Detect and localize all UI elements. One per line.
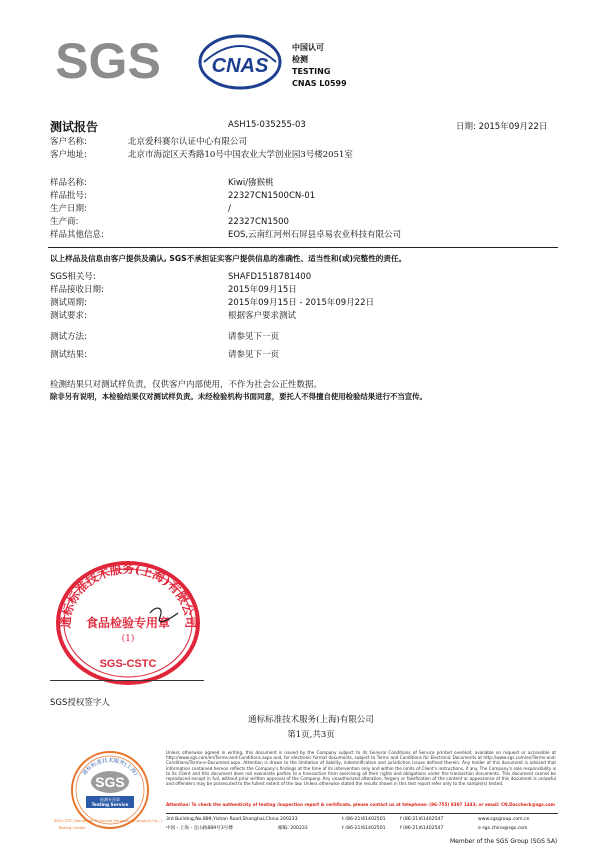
sample-name-value: Kiwi/猕猴桃 xyxy=(228,178,274,188)
accreditation-line-3: TESTING xyxy=(292,67,331,76)
report-date: 日期: 2015年09月22日 xyxy=(456,122,548,132)
test-result-value: 请参见下一页 xyxy=(228,350,280,360)
production-date-label: 生产日期: xyxy=(50,204,87,214)
footer-tel-1: t (86-21)61402501 xyxy=(342,817,386,822)
client-name-value: 北京爱科赛尔认证中心有限公司 xyxy=(128,137,248,147)
report-title: 测试报告 xyxy=(50,120,99,134)
official-stamp xyxy=(52,555,204,687)
sample-batch-label: 样品批号: xyxy=(50,191,87,201)
footer-email[interactable]: e sgs.china@sgs.com xyxy=(478,826,528,831)
footer-contact xyxy=(166,815,558,833)
report-number: ASH15-035255-03 xyxy=(228,120,306,130)
cnas-logo xyxy=(196,32,284,92)
sample-name-label: 样品名称: xyxy=(50,178,87,188)
footer-address-cn: 中国・上海・宜山路889号3号楼 xyxy=(166,826,233,831)
sample-other-value: EOS,云南红河州石屏县卓易农业科技有限公司 xyxy=(228,230,402,240)
seal-logo-text: SGS xyxy=(95,774,125,790)
receipt-date-label: 样品接收日期: xyxy=(50,285,104,295)
stamp-ring-text: 通标标准技术服务(上海)有限公司 xyxy=(58,561,198,629)
footer-postcode: 邮编: 200233 xyxy=(278,826,308,831)
test-period-label: 测试周期: xyxy=(50,298,87,308)
stamp-center-text: 食品检验专用章 xyxy=(85,616,171,630)
production-date-value: / xyxy=(228,204,231,214)
accreditation-line-1: 中国认可 xyxy=(292,43,324,52)
sgs-logo xyxy=(54,34,162,84)
footer-address-en: 3rd Building,No.889,Yishan Road,Shanghai,China 200233 xyxy=(166,817,298,822)
test-period-value: 2015年09月15日 - 2015年09月22日 xyxy=(228,298,374,308)
footer-web[interactable]: www.sgsgroup.com.cn xyxy=(478,817,530,822)
test-result-label: 测试结果: xyxy=(50,350,87,360)
disclaimer-1: 检测结果只对测试样负责，仅供客户内部使用，不作为社会公正性数据。 xyxy=(50,380,323,390)
footer-seal xyxy=(50,746,162,834)
page-count: 第1页,共3页 xyxy=(287,730,335,740)
divider xyxy=(48,247,558,248)
stamp-number: (1) xyxy=(121,634,135,644)
sgs-ref-label: SGS相关号: xyxy=(50,272,96,282)
footer-member: Member of the SGS Group (SGS SA) xyxy=(450,838,558,845)
seal-company-cn-text: Testing Center xyxy=(58,825,86,830)
seal-company-text: SGS-CSTC Standards Technical Services (Shanghai) Co., Ltd. xyxy=(54,818,162,823)
client-info-notice: 以上样品及信息由客户提供及确认, SGS不承担证实客户提供信息的准确性、适当性和(或)完整性的责任。 xyxy=(50,254,407,263)
seal-sub-text: 检测专用章 xyxy=(100,797,120,802)
test-method-label: 测试方法: xyxy=(50,332,87,342)
footer-fax-2: f (86-21)61402547 xyxy=(400,826,444,831)
accreditation-line-4: CNAS L0599 xyxy=(292,79,347,88)
seal-en-text: Testing Service xyxy=(91,803,129,808)
stamp-bottom-text: SGS-CSTC xyxy=(99,658,157,670)
cnas-logo-text: CNAS xyxy=(211,55,269,77)
client-address-label: 客户地址: xyxy=(50,150,87,160)
disclaimer-2: 除非另有说明，本检验结果仅对测试样负责。未经检验机构书面同意，要托人不得擅自使用检验结果进行不当宣传。 xyxy=(50,392,427,401)
sgs-logo-text: SGS xyxy=(55,34,161,84)
accreditation-text xyxy=(292,42,347,90)
footer-attention: Attention: To check the authenticity of testing /inspection report & certificate, please contact us at telephone: (86-755) 8307 1443, or email: CN.Doccheck@sgs.com xyxy=(166,802,556,807)
footer-rule xyxy=(166,813,558,814)
company-name: 通标标准技术服务(上海)有限公司 xyxy=(248,715,374,725)
seal-ring-text: 通标标准技术服务(上海) xyxy=(81,757,139,777)
footer-tel-2: t (86-21)61402501 xyxy=(342,826,386,831)
receipt-date-value: 2015年09月15日 xyxy=(228,285,297,295)
footer-terms: Unless otherwise agreed in writing, this document is issued by the Company subject to its General Conditions of Service printed overleaf, available on request or accessible at http://www.sgs.com/en/Terms-and-Conditions.aspx and, for electronic format documents, subject to Terms and Conditions for Electronic Documents at http://www.sgs.com/en/Terms-and-Conditions/Terms-e-Document.aspx. Attention is drawn to the limitation of liability, indemnification and jurisdiction issues defined therein. Any holder of this document is advised that information contained hereon reflects the Company's findings at the time of its intervention only and within the limits of Client's instructions, if any. The Company's sole responsibility is to its Client and this document does not exonerate parties to a transaction from exercising all their rights and obligations under the transaction documents. This document cannot be reproduced except in full, without prior written approval of the Company. Any unauthorized alteration, forgery or falsification of the content or appearance of this document is unlawful and offenders may be prosecuted to the fullest extent of the law. Unless otherwise stated the results shown in this test report refer only to the sample(s) tested. xyxy=(166,750,556,787)
sample-other-label: 样品其他信息: xyxy=(50,230,104,240)
client-address-value: 北京市海淀区天秀路10号中国农业大学创业园3号楼2051室 xyxy=(128,150,353,160)
manufacturer-label: 生产商: xyxy=(50,217,79,227)
sample-batch-value: 22327CN1500CN-01 xyxy=(228,191,316,201)
signature-line xyxy=(50,680,204,681)
footer-fax-1: f (86-21)61402547 xyxy=(400,817,444,822)
sgs-ref-value: SHAFD1518781400 xyxy=(228,272,312,282)
accreditation-line-2: 检测 xyxy=(292,55,308,64)
signatory-label: SGS授权签字人 xyxy=(50,698,110,708)
test-requirement-value: 根据客户要求测试 xyxy=(228,311,297,321)
test-method-value: 请参见下一页 xyxy=(228,332,280,342)
test-requirement-label: 测试要求: xyxy=(50,311,87,321)
client-name-label: 客户名称: xyxy=(50,137,87,147)
manufacturer-value: 22327CN1500 xyxy=(228,217,289,227)
